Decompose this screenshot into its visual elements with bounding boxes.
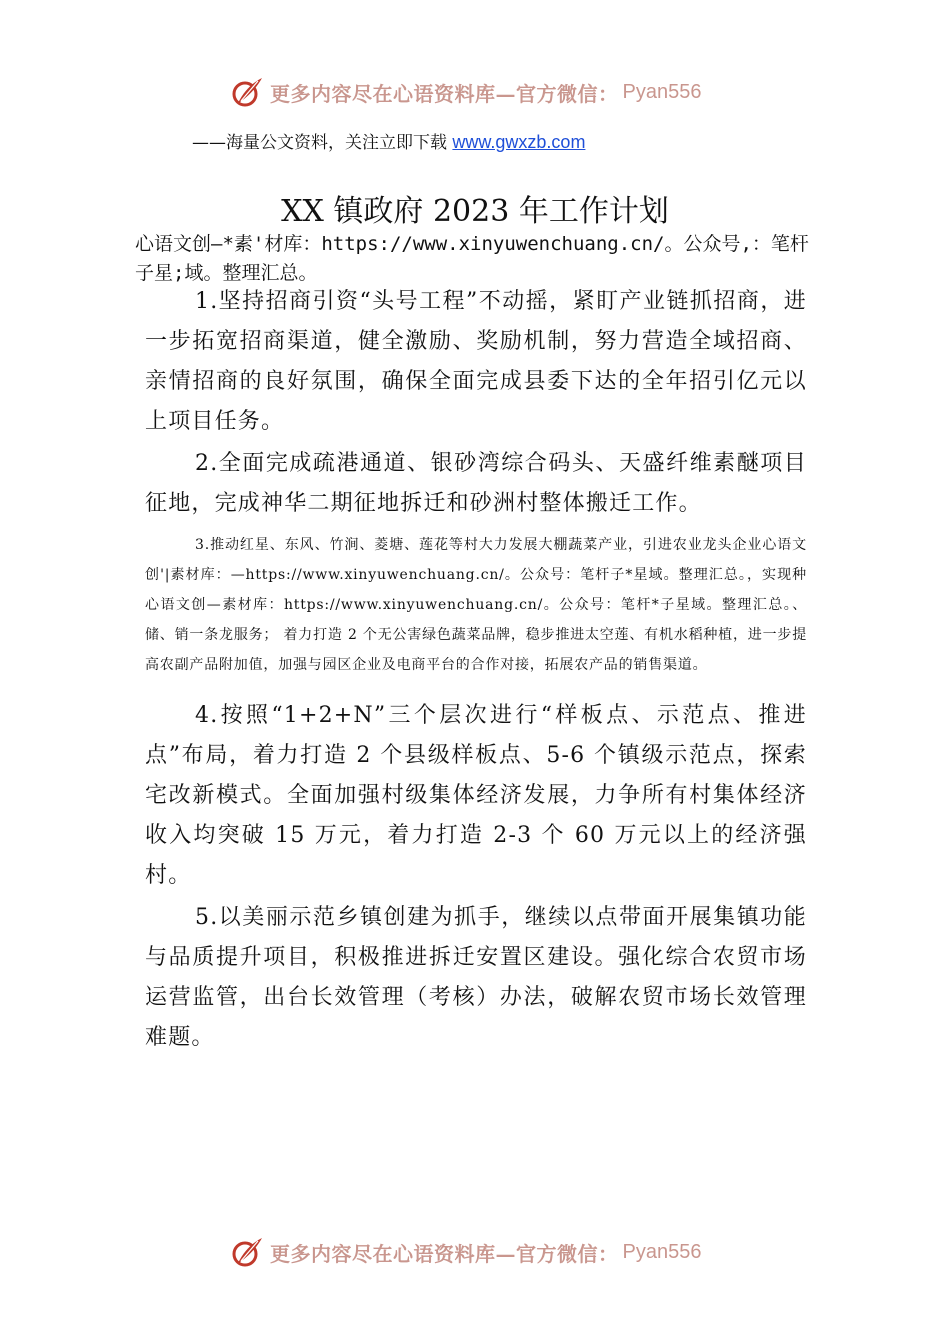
footer-banner <box>230 1232 701 1272</box>
banner-text: 更多内容尽在心语资料库—官方微信： <box>270 81 619 106</box>
feather-pen-logo-icon <box>230 1235 264 1269</box>
paragraph-3: 3.推动红星、东风、竹涧、菱塘、莲花等村大力发展大棚蔬菜产业，引进农业龙头企业心语文创'|素材库：—https://www.xinyuwenchuang.cn/。公众号：笔杆子*星域。整理汇总。，实现种心语文创—素材库：https://www.xinyuwenchuang.cn/。公众号：笔杆*子星域。整理汇总。、储、销一条龙服务； 着力打造 2 个无公害绿色蔬菜品牌，稳步推进太空莲、有机水稻种植，进一步提高农副产品附加值，加强与园区企业及电商平台的合作对接，拓展农产品的销售渠道。 <box>145 537 807 673</box>
paragraph-5: 5.以美丽示范乡镇创建为抓手，继续以点带面开展集镇功能与品质提升项目，积极推进拆迁安置区建设。强化综合农贸市场运营监管，出台长效管理（考核）办法，破解农贸市场长效管理难题。 <box>145 905 807 1050</box>
header-banner <box>230 72 701 112</box>
paragraph-2: 2.全面完成疏港通道、银砂湾综合码头、天盛纤维素醚项目征地，完成神华二期征地拆迁和砂洲村整体搬迁工作。 <box>145 451 807 516</box>
website-link[interactable]: www.gwxzb.com <box>452 132 586 152</box>
document-title: XX 镇政府 2023 年工作计划 <box>281 194 669 229</box>
wechat-id: Pyan556 <box>622 80 702 103</box>
download-notice <box>192 128 585 153</box>
wechat-id: Pyan556 <box>622 1240 702 1263</box>
paragraph-4: 4.按照“1+2+N”三个层次进行“样板点、示范点、推进点”布局，着力打造 2 个县级样板点、5-6 个镇级示范点，探索宅改新模式。全面加强村级集体经济发展，力争所有村集体经济收入均突破 15 万元，着力打造 2-3 个 60 万元以上的经济强村。 <box>145 703 807 888</box>
paragraph-1: 1.坚持招商引资“头号工程”不动摇，紧盯产业链抓招商，进一步拓宽招商渠道，健全激励、奖励机制，努力营造全域招商、亲情招商的良好氛围，确保全面完成县委下达的全年招引亿元以上项目任务。 <box>145 289 807 434</box>
feather-pen-logo-icon <box>230 75 264 109</box>
download-notice-text: ——海量公文资料，关注立即下载 <box>192 133 453 153</box>
banner-text: 更多内容尽在心语资料库—官方微信： <box>270 1241 619 1266</box>
source-note: 心语文创—*素'材库：https://www.xinyuwenchuang.cn/。公众号,：笔杆子星;域。整理汇总。 <box>135 233 809 284</box>
